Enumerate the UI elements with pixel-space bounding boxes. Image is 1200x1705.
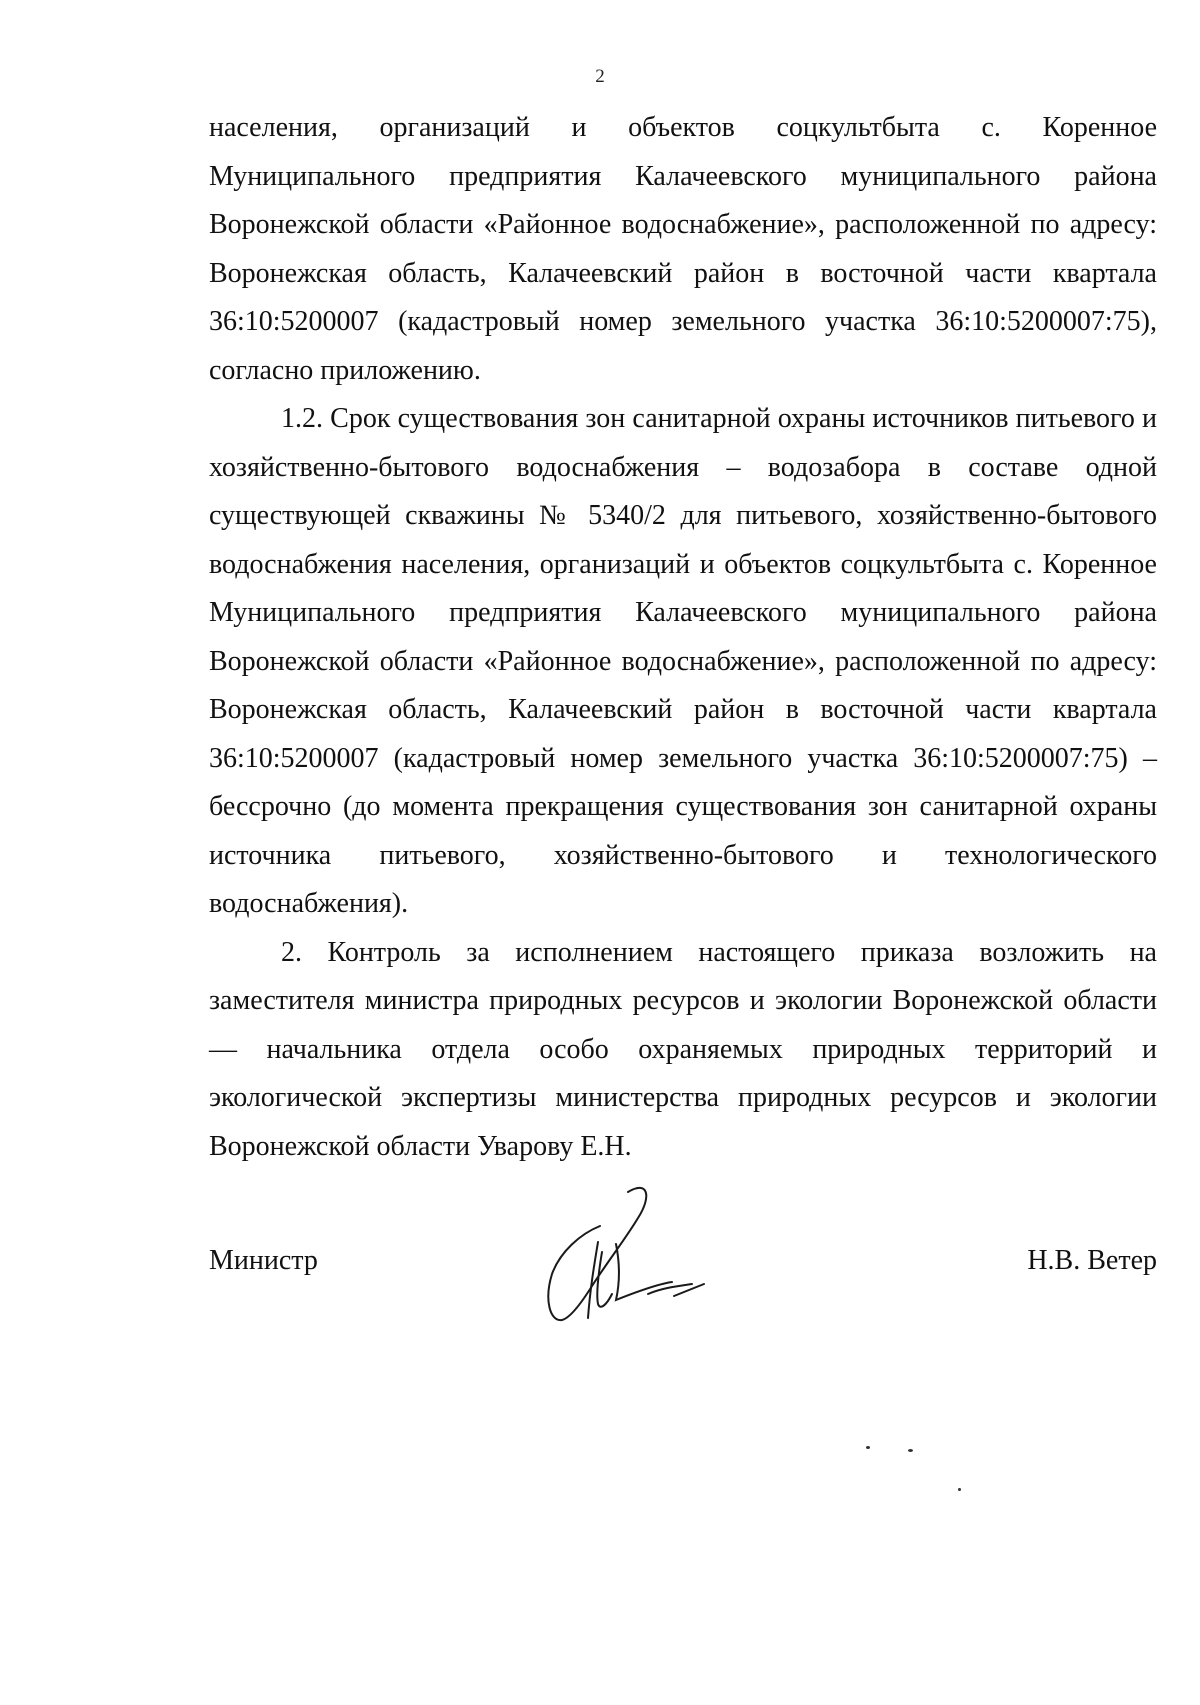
- signatory-title: Министр: [209, 1245, 318, 1276]
- document-body: [209, 104, 1157, 1171]
- signatory-name: Н.В. Ветер: [1027, 1245, 1157, 1276]
- paragraph-1-2-term: 1.2. Срок существования зон санитарной охраны источников питьевого и хозяйственно-бытового водоснабжения – водозабора в составе одной существующей скважины № 5340/2 для питьевого, хозяйственно-бытового водоснабжения населения, организаций и объектов соцкультбыта с. Коренное Муниципального предприятия Калачеевского муниципального района Воронежской области «Районное водоснабжение», расположенной по адресу: Воронежская область, Калачеевский район в восточной части квартала 36:10:5200007 (кадастровый номер земельного участка 36:10:5200007:75) – бессрочно (до момента прекращения существования зон санитарной охраны источника питьевого, хозяйственно-бытового и технологического водоснабжения).: [209, 403, 1157, 919]
- scan-speck: [866, 1446, 870, 1449]
- page-number: 2: [595, 66, 605, 87]
- handwritten-signature: [540, 1182, 740, 1342]
- scan-speck: [958, 1488, 961, 1491]
- paragraph-2-control: 2. Контроль за исполнением настоящего приказа возложить на заместителя министра природных ресурсов и экологии Воронежской области — начальника отдела особо охраняемых природных территорий и экологической экспертизы министерства природных ресурсов и экологии Воронежской области Уварову Е.Н.: [209, 936, 1157, 1162]
- paragraph-continuation: населения, организаций и объектов соцкультбыта с. Коренное Муниципального предприятия Калачеевского муниципального района Воронежской области «Районное водоснабжение», расположенной по адресу: Воронежская область, Калачеевский район в восточной части квартала 36:10:5200007 (кадастровый номер земельного участка 36:10:5200007:75), согласно приложению.: [209, 112, 1157, 386]
- scan-speck: [908, 1449, 913, 1452]
